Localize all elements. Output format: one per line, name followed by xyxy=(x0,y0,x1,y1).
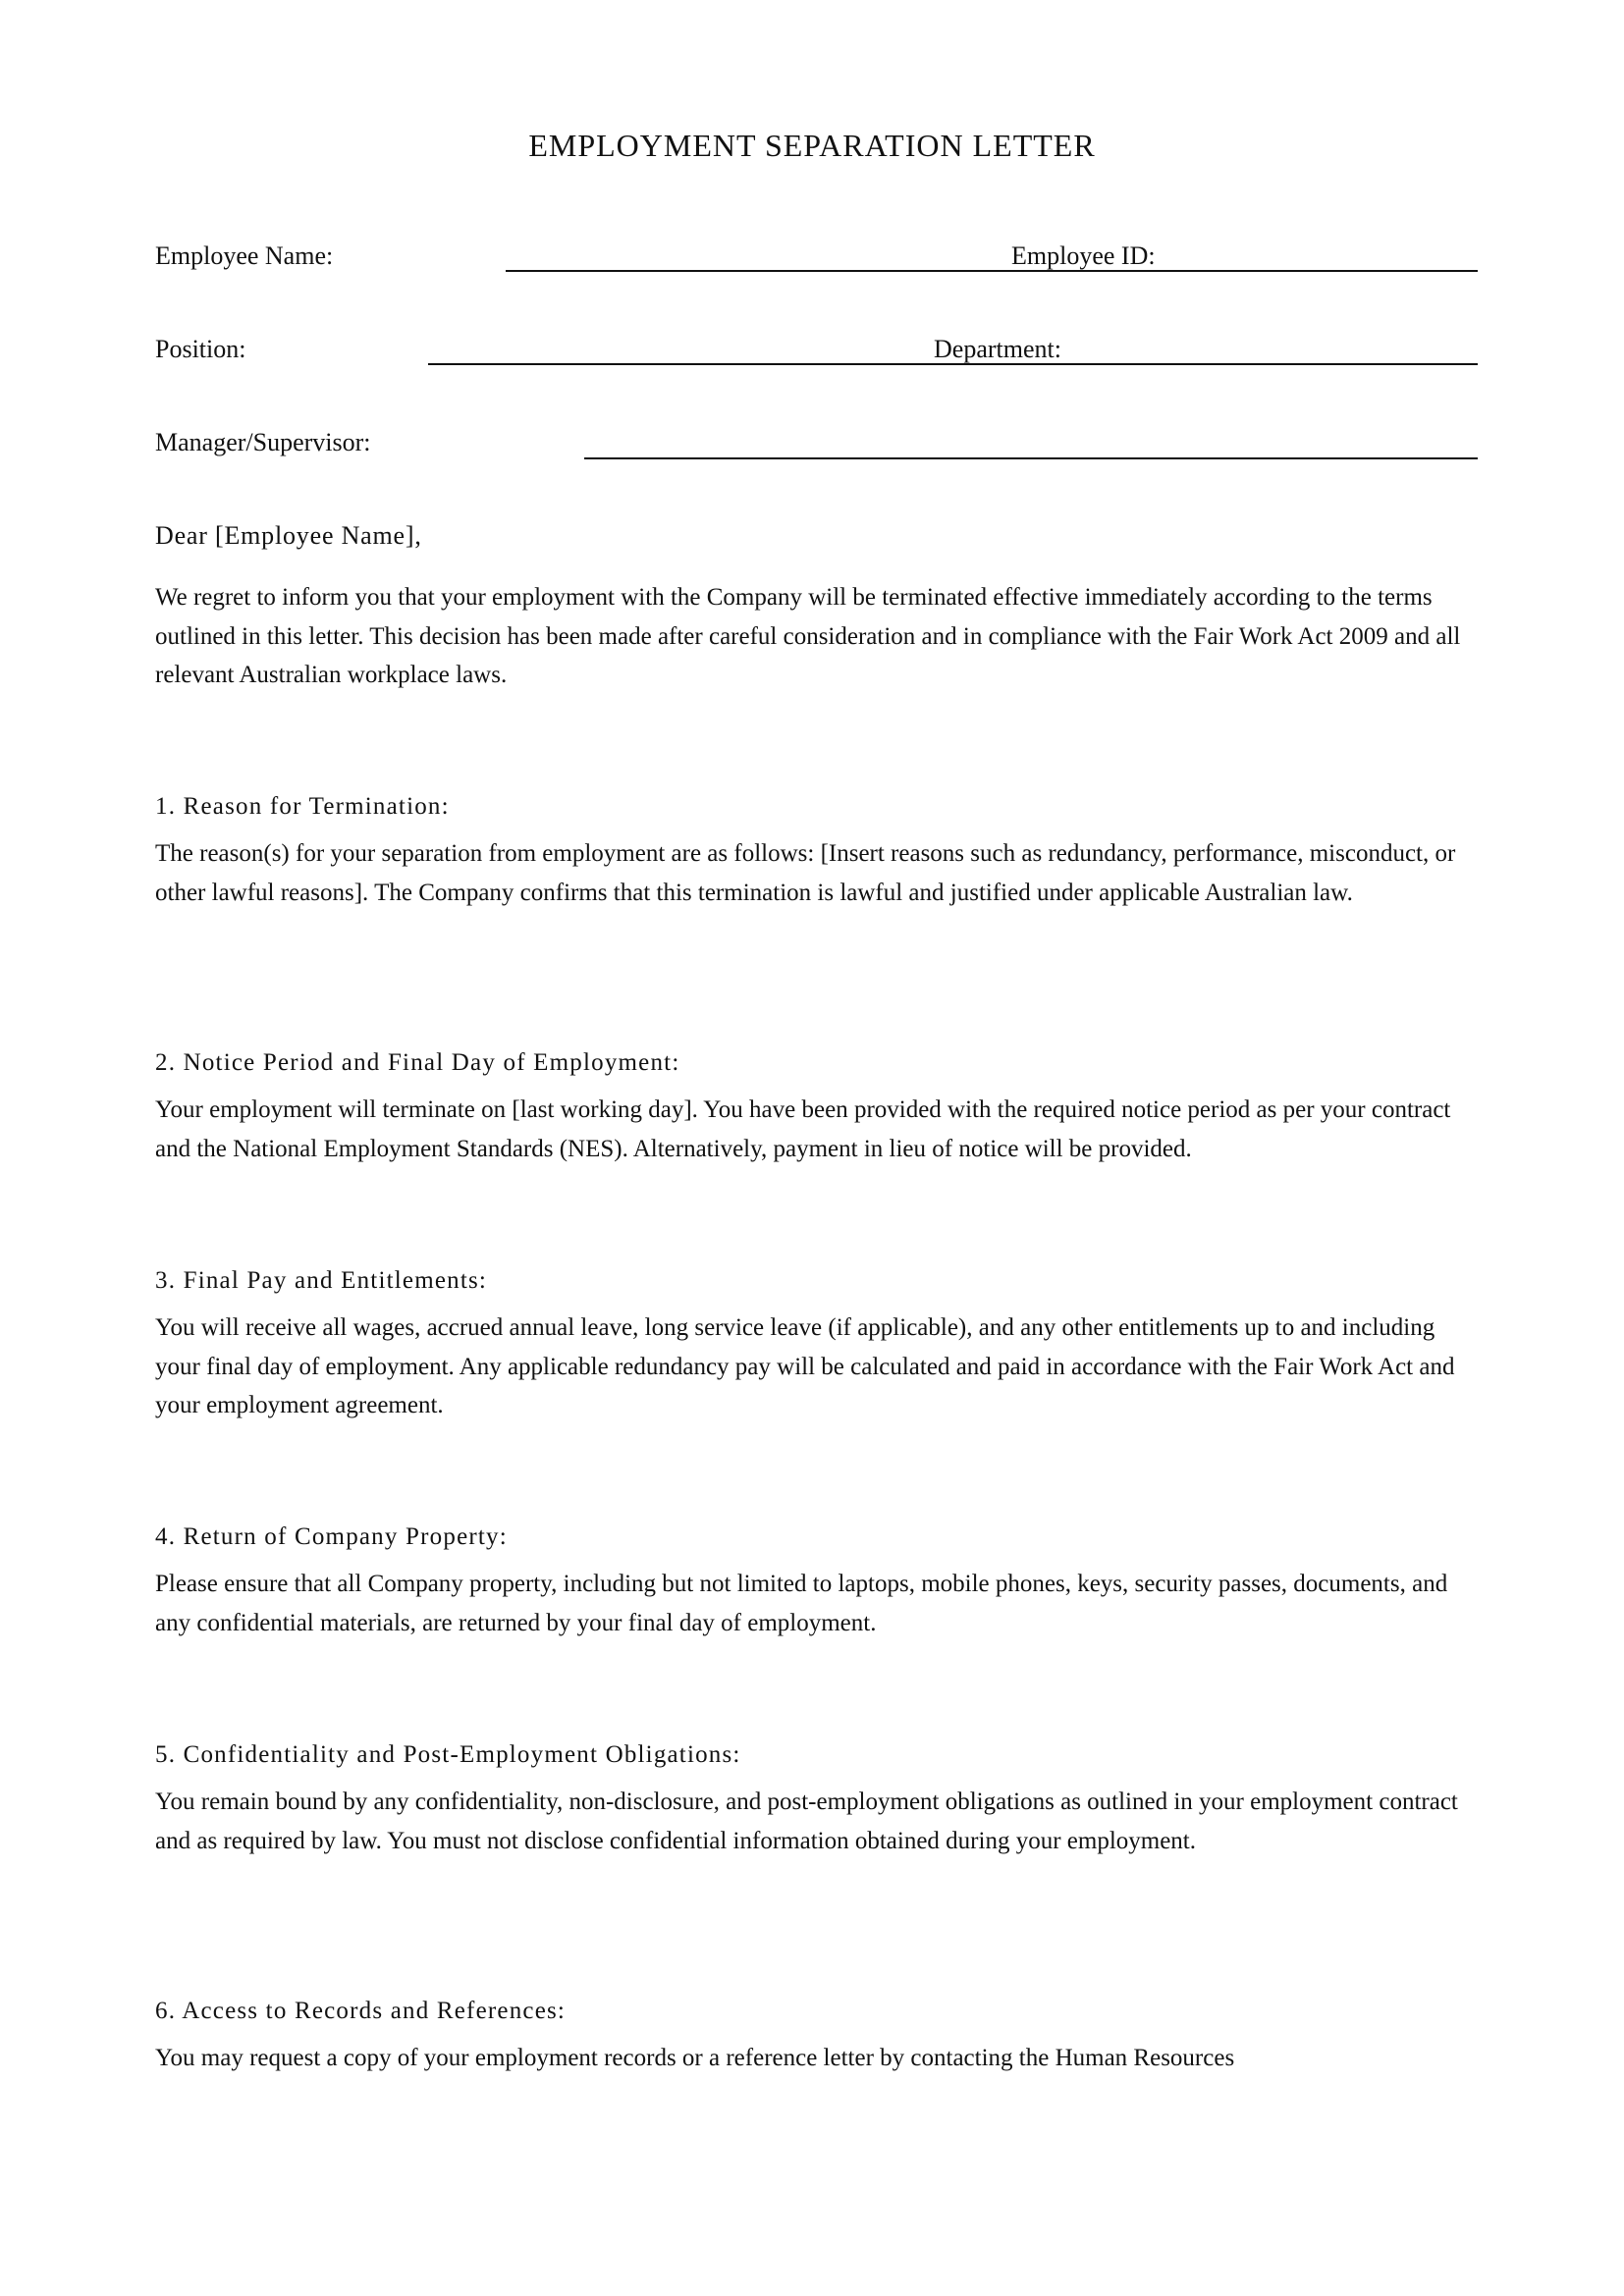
section-3-heading: 3. Final Pay and Entitlements: xyxy=(155,1267,488,1294)
employee-name-label: Employee Name: xyxy=(155,241,334,270)
section-4-body: Please ensure that all Company property, including but not limited to laptops, mobile phones, keys, security passes, documents, and any confidential materials, are returned by your final day of employment. xyxy=(155,1571,1448,1636)
section-1-body: The reason(s) for your separation from employment are as follows: [Insert reasons such as redundancy, performance, misconduct, or other lawful reasons]. The Company confirms that this termination is lawful and justified under applicable Australian law. xyxy=(155,840,1456,906)
manager-line[interactable] xyxy=(584,457,1478,459)
section-2-heading: 2. Notice Period and Final Day of Employment: xyxy=(155,1049,680,1076)
section-4-heading: 4. Return of Company Property: xyxy=(155,1523,508,1550)
department-label: Department: xyxy=(934,335,1061,363)
greeting: Dear [Employee Name], xyxy=(155,521,422,550)
intro-paragraph: We regret to inform you that your employment with the Company will be terminated effective immediately according to the terms outlined in this letter. This decision has been made after careful consideration and in compliance with the Fair Work Act 2009 and all relevant Australian workplace laws. xyxy=(155,584,1461,688)
section-5-body: You remain bound by any confidentiality, non-disclosure, and post-employment obligations as outlined in your employment contract and as required by law. You must not disclose confidential information obtained during your employment. xyxy=(155,1789,1458,1854)
document-title: EMPLOYMENT SEPARATION LETTER xyxy=(528,128,1096,163)
section-3-body: You will receive all wages, accrued annual leave, long service leave (if applicable), and any other entitlements up to and including your final day of employment. Any applicable redundancy pay will be calculated and paid in accordance with the Fair Work Act and your employment agreement. xyxy=(155,1314,1455,1418)
section-6-body: You may request a copy of your employment records or a reference letter by contacting the Human Resources xyxy=(155,2045,1235,2071)
position-label: Position: xyxy=(155,335,246,363)
section-6-heading: 6. Access to Records and References: xyxy=(155,1998,567,2024)
section-5-heading: 5. Confidentiality and Post-Employment Obligations: xyxy=(155,1741,741,1768)
employee-name-line[interactable] xyxy=(506,270,1478,272)
section-1-heading: 1. Reason for Termination: xyxy=(155,793,450,820)
section-2-body: Your employment will terminate on [last working day]. You have been provided with the required notice period as per your contract and the National Employment Standards (NES). Alternatively, payment in lieu of notice will be provided. xyxy=(155,1096,1451,1162)
manager-label: Manager/Supervisor: xyxy=(155,428,371,456)
employee-id-label: Employee ID: xyxy=(1011,241,1156,270)
